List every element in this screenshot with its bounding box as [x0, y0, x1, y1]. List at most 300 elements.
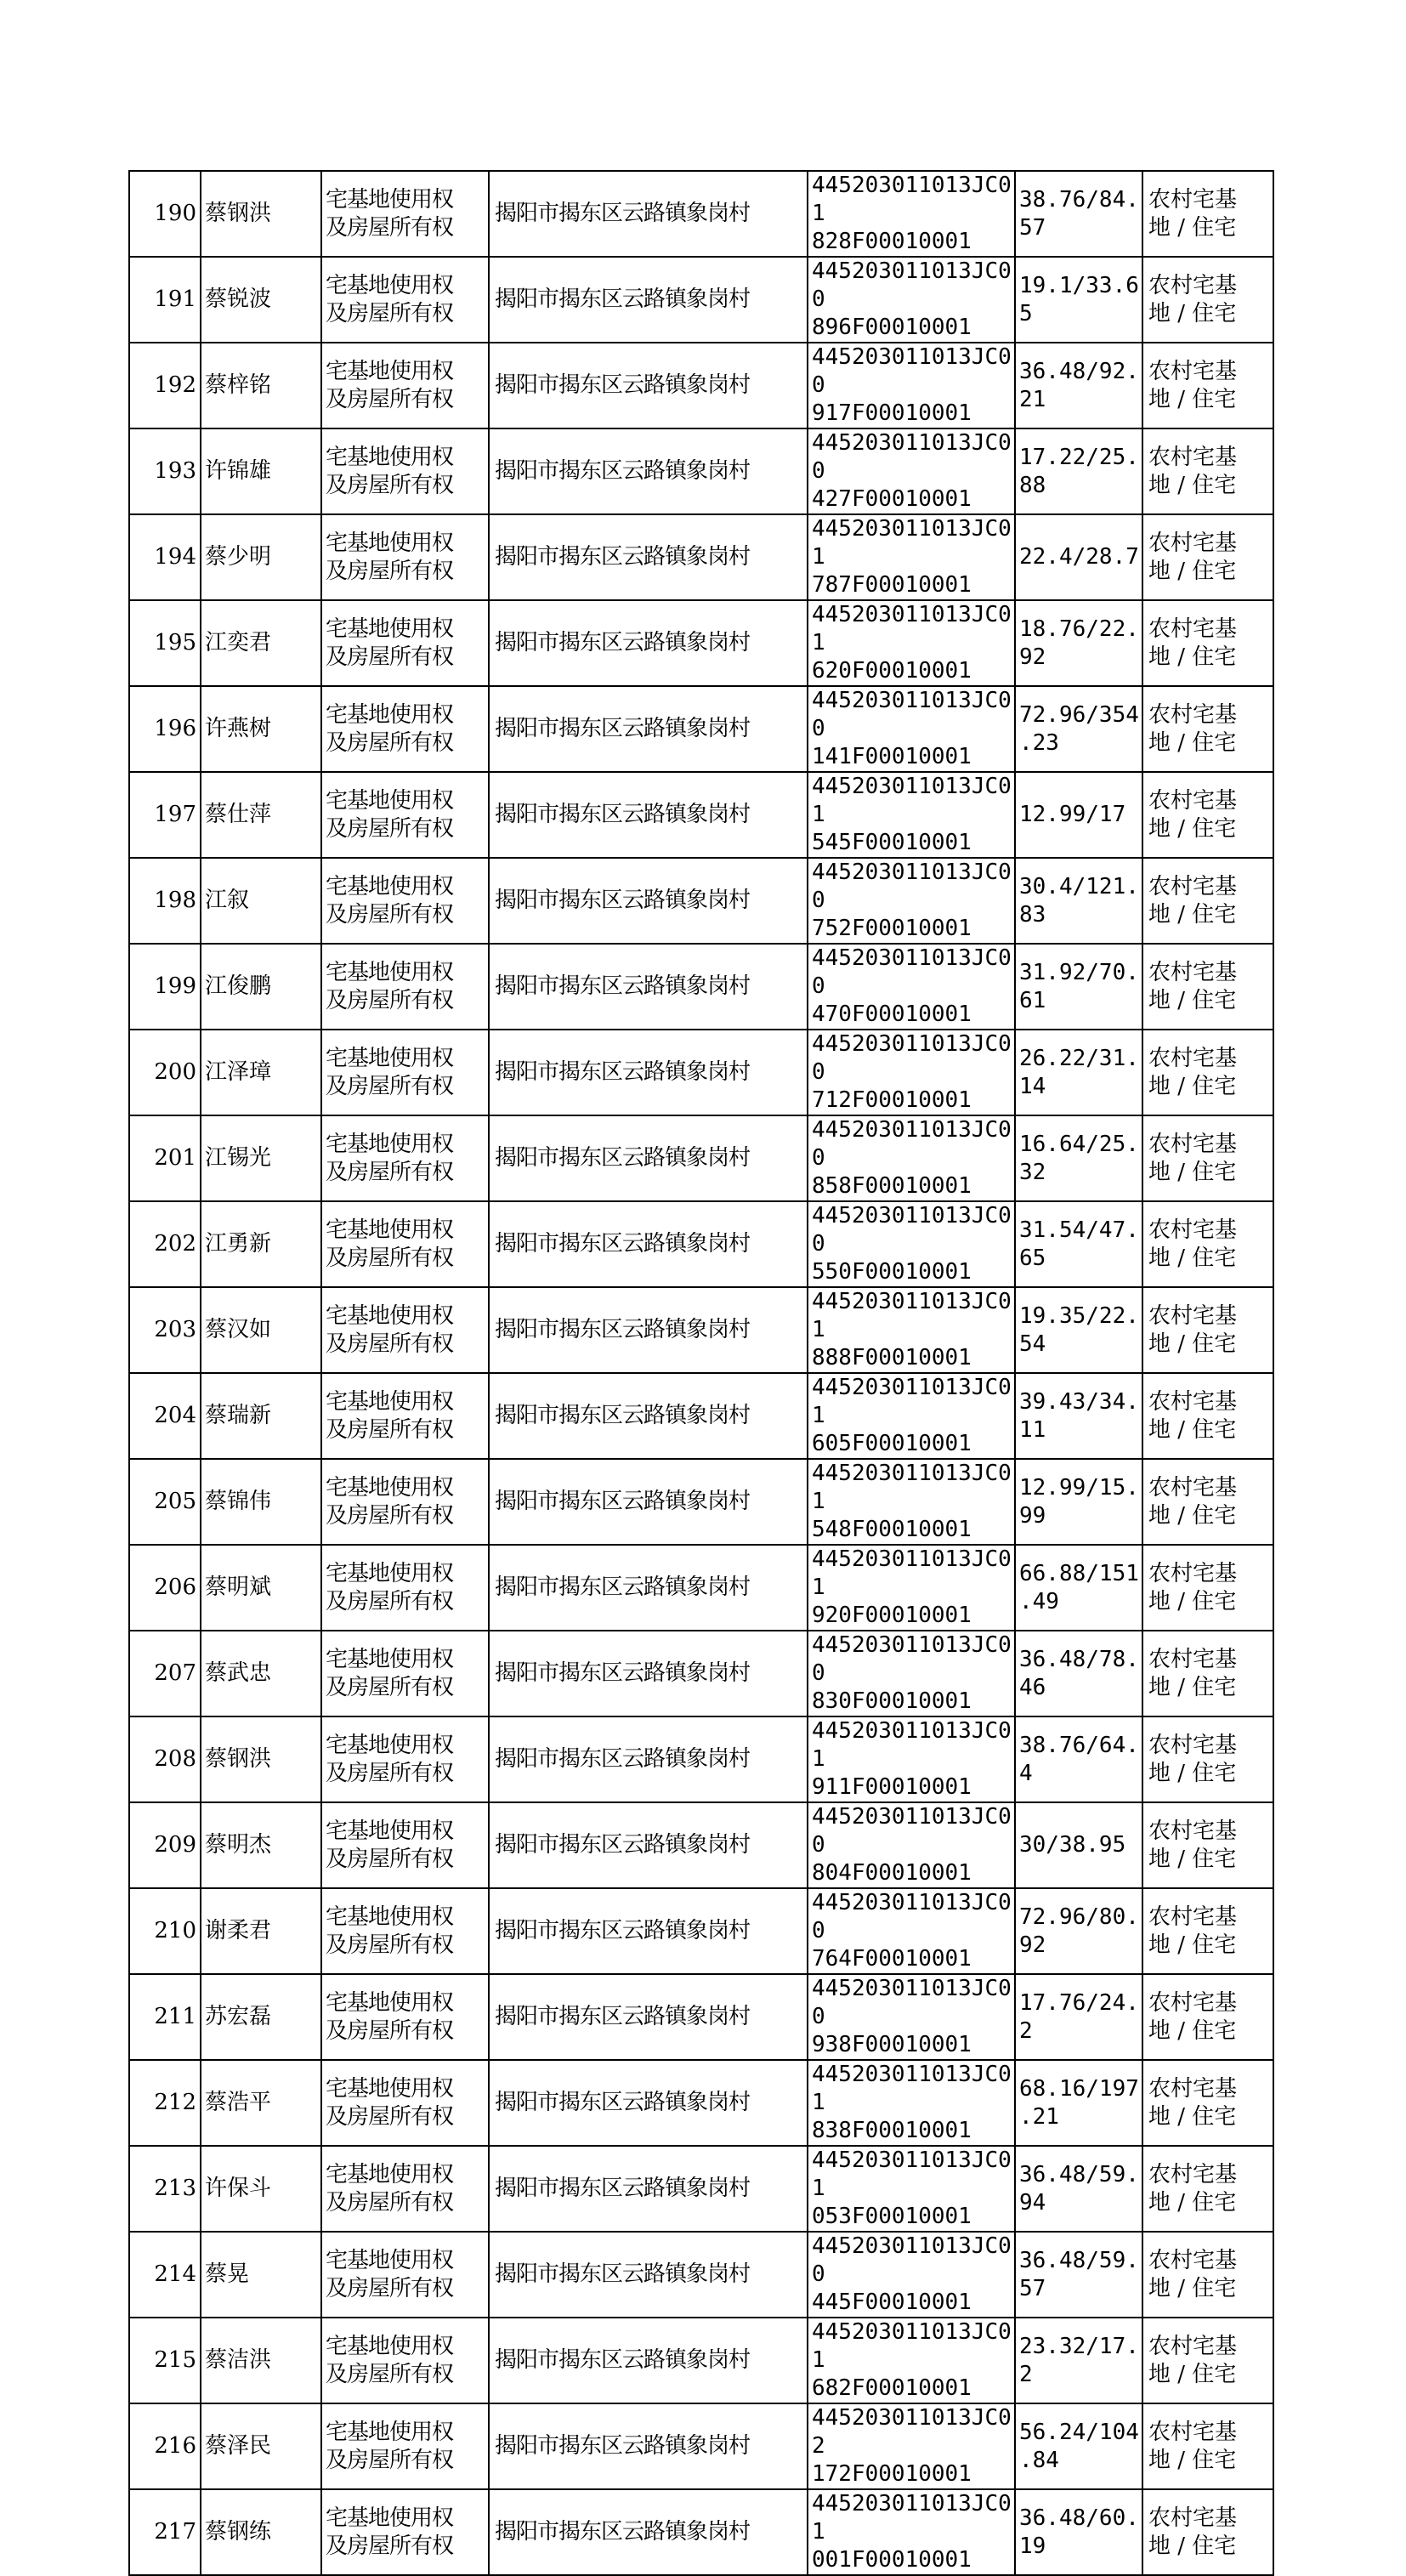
- unit-code-cell: [808, 1287, 1015, 1373]
- area-line-2: .21: [1019, 2103, 1059, 2130]
- unit-code-line-2: 427F00010001: [812, 486, 972, 512]
- land-use-cell: [1142, 1716, 1273, 1802]
- row-number-cell: [129, 343, 201, 428]
- right-type-line-1: 宅基地使用权: [326, 873, 454, 899]
- location: 揭阳市揭东区云路镇象岗村: [495, 1575, 751, 1600]
- unit-code-line-1: 445203011013JC01: [812, 516, 1012, 570]
- table-row: [129, 1201, 1273, 1287]
- area-line-2: 57: [1019, 2275, 1046, 2301]
- table-row: [129, 257, 1273, 343]
- row-number: 191: [154, 287, 196, 312]
- owner-name-cell: [201, 600, 321, 686]
- unit-code-line-2: 911F00010001: [812, 1774, 972, 1800]
- right-type-line-1: 宅基地使用权: [326, 1646, 454, 1672]
- area-cell: [1015, 686, 1142, 772]
- row-number-cell: [129, 2403, 201, 2489]
- unit-code-line-2: 804F00010001: [812, 1860, 972, 1886]
- unit-code-line-1: 445203011013JC00: [812, 945, 1012, 999]
- right-type-line-1: 宅基地使用权: [326, 1217, 454, 1243]
- owner-name-cell: [201, 514, 321, 600]
- area-line-1: 31.54/47.: [1019, 1217, 1139, 1243]
- row-number: 213: [154, 2176, 196, 2201]
- row-number: 203: [154, 1317, 196, 1342]
- land-use-line-1: 农村宅基: [1148, 2247, 1238, 2273]
- unit-code-line-2: 828F00010001: [812, 229, 972, 254]
- land-use-cell: [1142, 1459, 1273, 1545]
- area-line-2: 54: [1019, 1331, 1046, 1357]
- land-use-line-2: 地 / 住宅: [1148, 472, 1237, 498]
- unit-code-line-2: 470F00010001: [812, 1001, 972, 1027]
- row-number: 197: [154, 802, 196, 827]
- location-cell: [489, 1545, 808, 1631]
- area-line-2: 4: [1019, 1760, 1033, 1786]
- land-use-cell: [1142, 1631, 1273, 1716]
- right-type-line-1: 宅基地使用权: [326, 358, 454, 384]
- area-cell: [1015, 600, 1142, 686]
- unit-code-line-1: 445203011013JC01: [812, 173, 1012, 226]
- table-row: [129, 2232, 1273, 2318]
- land-use-line-2: 地 / 住宅: [1148, 214, 1237, 241]
- unit-code-cell: [808, 1115, 1015, 1201]
- land-use-cell: [1142, 2146, 1273, 2232]
- land-use-line-1: 农村宅基: [1148, 2161, 1238, 2187]
- area-cell: [1015, 257, 1142, 343]
- right-type-line-1: 宅基地使用权: [326, 1474, 454, 1501]
- land-use-cell: [1142, 858, 1273, 944]
- row-number: 200: [154, 1059, 196, 1085]
- right-type-line-1: 宅基地使用权: [326, 1131, 454, 1157]
- land-use-line-2: 地 / 住宅: [1148, 2103, 1237, 2130]
- area-line-1: 39.43/34.: [1019, 1388, 1139, 1415]
- table-row: [129, 2146, 1273, 2232]
- location-cell: [489, 1030, 808, 1115]
- location-cell: [489, 257, 808, 343]
- location: 揭阳市揭东区云路镇象岗村: [495, 287, 751, 312]
- land-use-line-2: 地 / 住宅: [1148, 558, 1237, 584]
- owner-name-cell: [201, 2060, 321, 2146]
- row-number: 214: [154, 2261, 196, 2287]
- right-type-cell: [321, 686, 489, 772]
- owner-name-cell: [201, 772, 321, 858]
- right-type-line-1: 宅基地使用权: [326, 959, 454, 985]
- land-use-line-1: 农村宅基: [1148, 1131, 1238, 1157]
- land-use-line-1: 农村宅基: [1148, 358, 1238, 384]
- location-cell: [489, 2232, 808, 2318]
- right-type-line-2: 及房屋所有权: [326, 1760, 454, 1786]
- right-type-cell: [321, 600, 489, 686]
- land-use-cell: [1142, 1201, 1273, 1287]
- area-line-2: 61: [1019, 987, 1046, 1013]
- row-number: 209: [154, 1832, 196, 1858]
- location-cell: [489, 2318, 808, 2403]
- area-line-1: 30.4/121.: [1019, 873, 1139, 899]
- row-number-cell: [129, 858, 201, 944]
- land-use-line-1: 农村宅基: [1148, 1388, 1238, 1415]
- owner-name-cell: [201, 2146, 321, 2232]
- owner-name-cell: [201, 2318, 321, 2403]
- area-line-2: 46: [1019, 1674, 1046, 1700]
- area-line-1: 18.76/22.: [1019, 616, 1139, 642]
- area-cell: [1015, 1287, 1142, 1373]
- right-type-cell: [321, 2489, 489, 2575]
- location-cell: [489, 514, 808, 600]
- area-line-1: 30/38.95: [1019, 1832, 1126, 1858]
- right-type-line-2: 及房屋所有权: [326, 1159, 454, 1185]
- row-number: 198: [154, 888, 196, 913]
- location: 揭阳市揭东区云路镇象岗村: [495, 1145, 751, 1171]
- land-use-cell: [1142, 2318, 1273, 2403]
- land-use-line-1: 农村宅基: [1148, 2333, 1238, 2359]
- area-cell: [1015, 1373, 1142, 1459]
- table-row: [129, 343, 1273, 428]
- location: 揭阳市揭东区云路镇象岗村: [495, 802, 751, 827]
- right-type-line-2: 及房屋所有权: [326, 1073, 454, 1099]
- right-type-line-2: 及房屋所有权: [326, 300, 454, 326]
- owner-name: 江叙: [205, 888, 250, 913]
- unit-code-line-2: 712F00010001: [812, 1087, 972, 1113]
- land-use-cell: [1142, 2403, 1273, 2489]
- unit-code-line-2: 172F00010001: [812, 2461, 972, 2487]
- right-type-line-2: 及房屋所有权: [326, 1416, 454, 1443]
- owner-name: 许保斗: [205, 2176, 272, 2201]
- unit-code-cell: [808, 343, 1015, 428]
- area-line-1: 16.64/25.: [1019, 1131, 1139, 1157]
- row-number-cell: [129, 257, 201, 343]
- right-type-line-1: 宅基地使用权: [326, 444, 454, 470]
- location: 揭阳市揭东区云路镇象岗村: [495, 2347, 751, 2373]
- unit-code-cell: [808, 2060, 1015, 2146]
- table-row: [129, 600, 1273, 686]
- area-line-1: 38.76/64.: [1019, 1732, 1139, 1758]
- row-number-cell: [129, 1631, 201, 1716]
- location-cell: [489, 600, 808, 686]
- unit-code-cell: [808, 1030, 1015, 1115]
- unit-code-line-2: 545F00010001: [812, 830, 972, 855]
- right-type-line-1: 宅基地使用权: [326, 2333, 454, 2359]
- location-cell: [489, 858, 808, 944]
- area-line-2: 94: [1019, 2189, 1046, 2216]
- owner-name: 蔡明斌: [205, 1575, 272, 1600]
- unit-code-cell: [808, 1802, 1015, 1888]
- area-line-1: 66.88/151: [1019, 1560, 1139, 1586]
- owner-name-cell: [201, 858, 321, 944]
- right-type-line-1: 宅基地使用权: [326, 1732, 454, 1758]
- location-cell: [489, 1373, 808, 1459]
- owner-name: 蔡锦伟: [205, 1489, 272, 1514]
- area-cell: [1015, 1545, 1142, 1631]
- area-line-2: 92: [1019, 644, 1046, 670]
- owner-name: 江泽璋: [205, 1059, 272, 1085]
- land-use-line-2: 地 / 住宅: [1148, 1846, 1237, 1872]
- row-number-cell: [129, 1974, 201, 2060]
- land-use-line-2: 地 / 住宅: [1148, 1245, 1237, 1271]
- land-use-line-1: 农村宅基: [1148, 1989, 1238, 2016]
- unit-code-cell: [808, 1201, 1015, 1287]
- unit-code-line-1: 445203011013JC01: [812, 602, 1012, 655]
- unit-code-line-1: 445203011013JC00: [812, 860, 1012, 913]
- right-type-line-2: 及房屋所有权: [326, 729, 454, 756]
- right-type-line-1: 宅基地使用权: [326, 1388, 454, 1415]
- owner-name: 苏宏磊: [205, 2004, 272, 2029]
- row-number-cell: [129, 2318, 201, 2403]
- area-line-2: 65: [1019, 1245, 1046, 1271]
- owner-name-cell: [201, 257, 321, 343]
- unit-code-line-1: 445203011013JC01: [812, 1375, 1012, 1428]
- area-line-1: 19.1/33.6: [1019, 272, 1139, 298]
- right-type-cell: [321, 171, 489, 257]
- land-use-cell: [1142, 1115, 1273, 1201]
- owner-name: 蔡汉如: [205, 1317, 272, 1342]
- unit-code-line-2: 858F00010001: [812, 1173, 972, 1199]
- right-type-cell: [321, 772, 489, 858]
- right-type-line-1: 宅基地使用权: [326, 1904, 454, 1930]
- area-line-2: 92: [1019, 1932, 1046, 1958]
- location-cell: [489, 1115, 808, 1201]
- owner-name-cell: [201, 343, 321, 428]
- right-type-cell: [321, 2403, 489, 2489]
- right-type-line-1: 宅基地使用权: [326, 787, 454, 814]
- row-number: 204: [154, 1403, 196, 1428]
- land-use-cell: [1142, 600, 1273, 686]
- location-cell: [489, 1201, 808, 1287]
- area-line-1: 17.76/24.: [1019, 1989, 1139, 2016]
- right-type-cell: [321, 858, 489, 944]
- owner-name: 蔡洁洪: [205, 2347, 272, 2373]
- area-cell: [1015, 1716, 1142, 1802]
- table-row: [129, 1459, 1273, 1545]
- owner-name: 许燕树: [205, 716, 272, 741]
- area-line-1: 36.48/78.: [1019, 1646, 1139, 1672]
- row-number-cell: [129, 1373, 201, 1459]
- right-type-line-2: 及房屋所有权: [326, 214, 454, 241]
- area-line-1: 72.96/354: [1019, 701, 1139, 728]
- location-cell: [489, 2403, 808, 2489]
- right-type-cell: [321, 1716, 489, 1802]
- area-line-1: 26.22/31.: [1019, 1045, 1139, 1071]
- location-cell: [489, 2489, 808, 2575]
- right-type-line-1: 宅基地使用权: [326, 186, 454, 213]
- land-use-cell: [1142, 257, 1273, 343]
- right-type-line-2: 及房屋所有权: [326, 2361, 454, 2387]
- unit-code-line-2: 764F00010001: [812, 1946, 972, 1972]
- owner-name: 蔡梓铭: [205, 372, 272, 398]
- land-use-line-2: 地 / 住宅: [1148, 1073, 1237, 1099]
- land-use-line-1: 农村宅基: [1148, 1560, 1238, 1586]
- location-cell: [489, 944, 808, 1030]
- unit-code-line-2: 787F00010001: [812, 572, 972, 598]
- location: 揭阳市揭东区云路镇象岗村: [495, 2090, 751, 2115]
- owner-name-cell: [201, 2403, 321, 2489]
- area-line-1: 56.24/104: [1019, 2419, 1139, 2445]
- location-cell: [489, 1888, 808, 1974]
- row-number-cell: [129, 1802, 201, 1888]
- row-number: 216: [154, 2433, 196, 2459]
- right-type-line-1: 宅基地使用权: [326, 1818, 454, 1844]
- row-number-cell: [129, 1287, 201, 1373]
- row-number: 192: [154, 372, 196, 398]
- row-number-cell: [129, 2489, 201, 2575]
- area-line-1: 36.48/59.: [1019, 2247, 1139, 2273]
- land-use-cell: [1142, 1030, 1273, 1115]
- area-cell: [1015, 343, 1142, 428]
- right-type-cell: [321, 1545, 489, 1631]
- unit-code-cell: [808, 1545, 1015, 1631]
- land-use-cell: [1142, 2232, 1273, 2318]
- owner-name-cell: [201, 2232, 321, 2318]
- land-use-line-1: 农村宅基: [1148, 1732, 1238, 1758]
- area-line-1: 72.96/80.: [1019, 1904, 1139, 1930]
- land-use-cell: [1142, 1802, 1273, 1888]
- unit-code-cell: [808, 1631, 1015, 1716]
- area-line-2: .84: [1019, 2447, 1059, 2473]
- location: 揭阳市揭东区云路镇象岗村: [495, 1489, 751, 1514]
- table-row: [129, 1888, 1273, 1974]
- area-cell: [1015, 2318, 1142, 2403]
- table-row: [129, 1115, 1273, 1201]
- owner-name-cell: [201, 1545, 321, 1631]
- right-type-cell: [321, 1974, 489, 2060]
- land-use-line-1: 农村宅基: [1148, 1302, 1238, 1329]
- unit-code-line-1: 445203011013JC00: [812, 430, 1012, 484]
- row-number-cell: [129, 944, 201, 1030]
- right-type-line-2: 及房屋所有权: [326, 1331, 454, 1357]
- land-use-line-2: 地 / 住宅: [1148, 1159, 1237, 1185]
- right-type-line-2: 及房屋所有权: [326, 1502, 454, 1529]
- unit-code-line-1: 445203011013JC00: [812, 1976, 1012, 2029]
- land-use-line-1: 农村宅基: [1148, 2419, 1238, 2445]
- row-number: 206: [154, 1575, 196, 1600]
- row-number-cell: [129, 1888, 201, 1974]
- unit-code-line-1: 445203011013JC00: [812, 1031, 1012, 1085]
- land-use-line-1: 农村宅基: [1148, 1045, 1238, 1071]
- land-use-cell: [1142, 1974, 1273, 2060]
- row-number-cell: [129, 1115, 201, 1201]
- land-use-cell: [1142, 686, 1273, 772]
- area-line-2: 2: [1019, 2361, 1033, 2387]
- unit-code-cell: [808, 2146, 1015, 2232]
- land-use-line-1: 农村宅基: [1148, 444, 1238, 470]
- unit-code-line-1: 445203011013JC00: [812, 344, 1012, 398]
- land-use-line-1: 农村宅基: [1148, 1646, 1238, 1672]
- right-type-line-1: 宅基地使用权: [326, 272, 454, 298]
- row-number-cell: [129, 686, 201, 772]
- area-line-2: 21: [1019, 386, 1046, 412]
- unit-code-line-1: 445203011013JC01: [812, 1461, 1012, 1514]
- area-line-1: 12.99/15.: [1019, 1474, 1139, 1501]
- land-use-line-1: 农村宅基: [1148, 959, 1238, 985]
- land-use-cell: [1142, 2060, 1273, 2146]
- land-use-cell: [1142, 1545, 1273, 1631]
- location: 揭阳市揭东区云路镇象岗村: [495, 2261, 751, 2287]
- area-cell: [1015, 1459, 1142, 1545]
- table-row: [129, 944, 1273, 1030]
- unit-code-line-1: 445203011013JC00: [812, 258, 1012, 312]
- unit-code-line-2: 548F00010001: [812, 1517, 972, 1542]
- unit-code-line-1: 445203011013JC00: [812, 1632, 1012, 1686]
- row-number-cell: [129, 428, 201, 514]
- land-use-line-2: 地 / 住宅: [1148, 644, 1237, 670]
- location: 揭阳市揭东区云路镇象岗村: [495, 973, 751, 999]
- area-cell: [1015, 2489, 1142, 2575]
- area-line-2: 5: [1019, 300, 1033, 326]
- right-type-line-1: 宅基地使用权: [326, 701, 454, 728]
- right-type-line-2: 及房屋所有权: [326, 1674, 454, 1700]
- land-use-cell: [1142, 343, 1273, 428]
- right-type-line-2: 及房屋所有权: [326, 644, 454, 670]
- unit-code-line-1: 445203011013JC01: [812, 1546, 1012, 1600]
- unit-code-line-1: 445203011013JC01: [812, 1289, 1012, 1342]
- location: 揭阳市揭东区云路镇象岗村: [495, 630, 751, 655]
- table-body: [129, 171, 1273, 2575]
- location-cell: [489, 2146, 808, 2232]
- area-cell: [1015, 1631, 1142, 1716]
- area-line-1: 22.4/28.7: [1019, 544, 1139, 570]
- row-number-cell: [129, 171, 201, 257]
- owner-name: 江勇新: [205, 1231, 272, 1257]
- owner-name-cell: [201, 1201, 321, 1287]
- location-cell: [489, 772, 808, 858]
- location: 揭阳市揭东区云路镇象岗村: [495, 1832, 751, 1858]
- right-type-cell: [321, 1373, 489, 1459]
- right-type-line-2: 及房屋所有权: [326, 386, 454, 412]
- unit-code-line-1: 445203011013JC00: [812, 688, 1012, 741]
- owner-name: 蔡武忠: [205, 1660, 272, 1686]
- area-line-1: 38.76/84.: [1019, 186, 1139, 213]
- right-type-line-2: 及房屋所有权: [326, 2275, 454, 2301]
- unit-code-cell: [808, 1459, 1015, 1545]
- owner-name: 江奕君: [205, 630, 272, 655]
- area-cell: [1015, 428, 1142, 514]
- area-line-2: 14: [1019, 1073, 1046, 1099]
- table-row: [129, 1030, 1273, 1115]
- right-type-cell: [321, 1115, 489, 1201]
- location-cell: [489, 1716, 808, 1802]
- owner-name-cell: [201, 428, 321, 514]
- area-line-1: 36.48/92.: [1019, 358, 1139, 384]
- land-use-cell: [1142, 171, 1273, 257]
- unit-code-cell: [808, 944, 1015, 1030]
- right-type-cell: [321, 2060, 489, 2146]
- table-row: [129, 858, 1273, 944]
- table-row: [129, 1974, 1273, 2060]
- owner-name-cell: [201, 1030, 321, 1115]
- table-row: [129, 1802, 1273, 1888]
- right-type-line-2: 及房屋所有权: [326, 987, 454, 1013]
- land-use-line-2: 地 / 住宅: [1148, 815, 1237, 842]
- land-use-line-1: 农村宅基: [1148, 2075, 1238, 2102]
- area-cell: [1015, 171, 1142, 257]
- land-use-line-2: 地 / 住宅: [1148, 2017, 1237, 2044]
- unit-code-line-1: 445203011013JC02: [812, 2405, 1012, 2459]
- row-number-cell: [129, 514, 201, 600]
- owner-name: 蔡晃: [205, 2261, 250, 2287]
- table-row: [129, 2060, 1273, 2146]
- area-line-1: 19.35/22.: [1019, 1302, 1139, 1329]
- right-type-line-2: 及房屋所有权: [326, 1932, 454, 1958]
- area-line-1: 31.92/70.: [1019, 959, 1139, 985]
- unit-code-cell: [808, 772, 1015, 858]
- owner-name-cell: [201, 2489, 321, 2575]
- table-row: [129, 1287, 1273, 1373]
- right-type-cell: [321, 1459, 489, 1545]
- unit-code-line-2: 445F00010001: [812, 2289, 972, 2315]
- table-row: [129, 171, 1273, 257]
- row-number: 190: [154, 201, 196, 226]
- location-cell: [489, 2060, 808, 2146]
- unit-code-cell: [808, 2318, 1015, 2403]
- land-use-line-1: 农村宅基: [1148, 1474, 1238, 1501]
- area-line-2: 99: [1019, 1502, 1046, 1529]
